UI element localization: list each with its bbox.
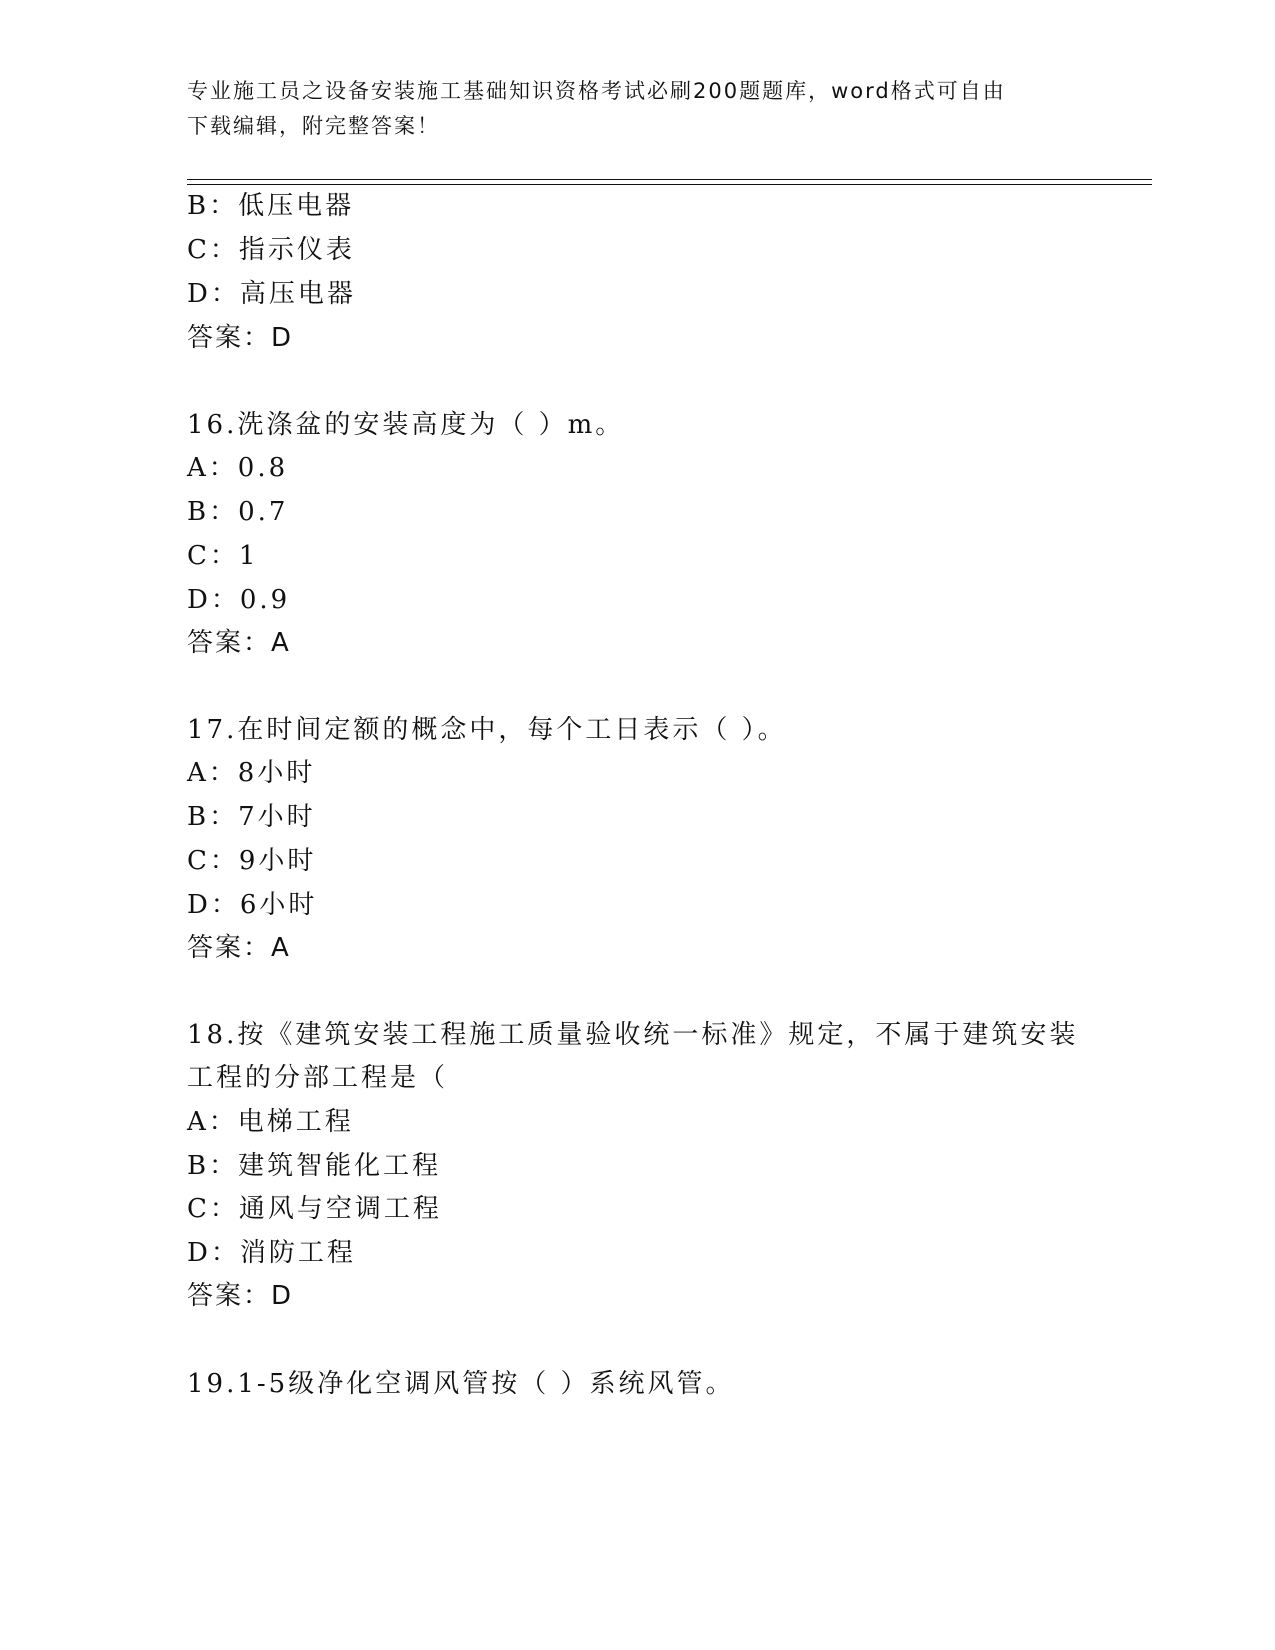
q18-option-a: A：电梯工程 — [187, 1107, 354, 1137]
header-divider-top — [187, 179, 1152, 180]
q17-option-a: A：8小时 — [187, 758, 316, 788]
q18-option-c: C：通风与空调工程 — [187, 1194, 442, 1224]
header-line-1: 专业施工员之设备安装施工基础知识资格考试必刷200题题库，word格式可自由 — [187, 79, 1006, 103]
q18-question-line-1: 18.按《建筑安装工程施工质量验收统一标准》规定，不属于建筑安装 — [187, 1020, 1079, 1050]
q16-option-c: C：1 — [187, 541, 259, 571]
q15-option-c: C：指示仪表 — [187, 235, 355, 265]
q17-option-b: B：7小时 — [187, 802, 316, 832]
q16-option-a: A：0.8 — [187, 453, 289, 483]
q17-answer: 答案：A — [187, 933, 291, 963]
q16-answer: 答案：A — [187, 628, 291, 658]
q18-option-d: D：消防工程 — [187, 1238, 356, 1268]
q17-option-d: D：6小时 — [187, 890, 318, 920]
header-divider-bottom — [187, 184, 1152, 185]
header-line-2: 下载编辑，附完整答案！ — [187, 114, 440, 138]
document-header — [187, 74, 1087, 144]
q17-question: 17.在时间定额的概念中，每个工日表示（ ）。 — [187, 715, 787, 745]
q18-answer: 答案：D — [187, 1281, 294, 1311]
q19-question: 19.1-5级净化空调风管按（ ）系统风管。 — [187, 1369, 735, 1399]
q18-question-line-2: 工程的分部工程是（ — [187, 1063, 449, 1093]
q18-option-b: B：建筑智能化工程 — [187, 1151, 442, 1181]
q15-option-d: D：高压电器 — [187, 279, 356, 309]
q17-option-c: C：9小时 — [187, 846, 317, 876]
q16-question: 16.洗涤盆的安装高度为（ ）m。 — [187, 410, 625, 440]
q16-option-b: B：0.7 — [187, 497, 289, 527]
q15-option-b: B：低压电器 — [187, 191, 355, 221]
q16-option-d: D：0.9 — [187, 585, 291, 615]
q15-answer: 答案：D — [187, 323, 294, 353]
